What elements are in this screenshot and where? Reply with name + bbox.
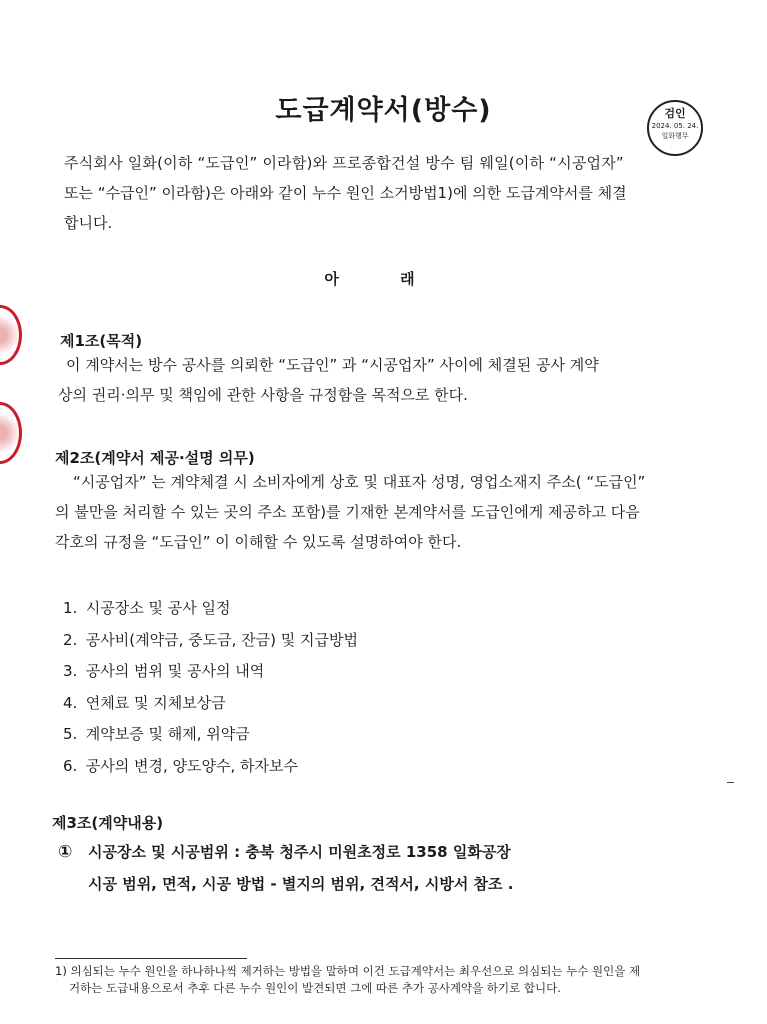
- article3-heading: 제3조(계약내용): [52, 814, 164, 832]
- article2-line: 의 불만을 처리할 수 있는 곳의 주소 포함)를 기재한 본계약서를 도급인에게 제공하고 다음: [55, 503, 640, 521]
- intro-line: 합니다.: [64, 214, 113, 232]
- intro-line: 주식회사 일화(이하 “도급인” 이라함)와 프로종합건설 방수 팀 웨일(이하 “시공업자”: [64, 154, 624, 172]
- footnote: [55, 963, 745, 997]
- footnote-line1: 1) 의심되는 누수 원인을 하나하나씩 제거하는 방법을 말하며 이건 도급계약서는 최우선으로 의심되는 누수 원인을 제: [55, 964, 641, 978]
- article1-body: [58, 350, 748, 410]
- circled-number-marker: ①: [58, 842, 73, 862]
- list-item: 5. 계약보증 및 해제, 위약금: [63, 725, 250, 743]
- article2-item-list: [63, 593, 358, 782]
- list-item: 3. 공사의 범위 및 공사의 내역: [63, 662, 265, 680]
- article2-line: 각호의 규정을 “도급인” 이 이해할 수 있도록 설명하여야 한다.: [55, 533, 462, 551]
- red-seal-stamp-bottom: [0, 402, 22, 464]
- article2-heading: 제2조(계약서 제공·설명 의무): [55, 449, 255, 467]
- article2-line: “시공업자” 는 계약체결 시 소비자에게 상호 및 대표자 성명, 영업소재지 주소( “도급인”: [73, 473, 646, 491]
- list-item: 1. 시공장소 및 공사 일정: [63, 599, 231, 617]
- article2-body: [55, 467, 745, 557]
- intro-paragraph: [64, 148, 734, 238]
- list-item: 4. 연체료 및 지체보상금: [63, 693, 226, 712]
- stamp-date: 2024. 05. 24.: [651, 122, 699, 131]
- red-seal-stamp-top: [0, 305, 22, 365]
- article1-heading: 제1조(목적): [60, 332, 143, 350]
- intro-line: 또는 “수급인” 이라함)은 아래와 같이 누수 원인 소거방법1)에 의한 도급계약서를 체결: [64, 184, 627, 202]
- footnote-marker: 1): [55, 964, 67, 978]
- list-item: 2. 공사비(계약금, 중도금, 잔금) 및 지급방법: [63, 630, 358, 649]
- footnote-line2: 거하는 도급내용으로서 추후 다른 누수 원인이 발견되면 그에 따른 추가 공사계약을 하기로 합니다.: [69, 981, 561, 995]
- article3-line2: 시공 범위, 면적, 시공 방법 - 별지의 범위, 견적서, 시방서 참조 .: [88, 875, 514, 893]
- stamp-label: 검인: [664, 107, 686, 120]
- article1-line: 이 계약서는 방수 공사를 의뢰한 “도급인” 과 “시공업자” 사이에 체결된 공사 계약: [66, 356, 599, 374]
- document-title: 도급계약서(방수): [275, 95, 492, 126]
- stray-mark: [727, 782, 734, 783]
- article1-line: 상의 권리·의무 및 책임에 관한 사항을 규정함을 목적으로 한다.: [58, 386, 468, 404]
- article3-location-text: 시공장소 및 시공범위 : 충북 청주시 미원초정로 1358 일화공장: [88, 843, 511, 861]
- section-heading-ahrae: 아 래: [324, 270, 443, 288]
- list-item: 6. 공사의 변경, 양도양수, 하자보수: [63, 756, 298, 775]
- footnote-divider: [55, 958, 247, 959]
- article3-body: [58, 836, 513, 900]
- stamp-org: 일화행무: [661, 131, 689, 140]
- article3-line1: [58, 836, 513, 868]
